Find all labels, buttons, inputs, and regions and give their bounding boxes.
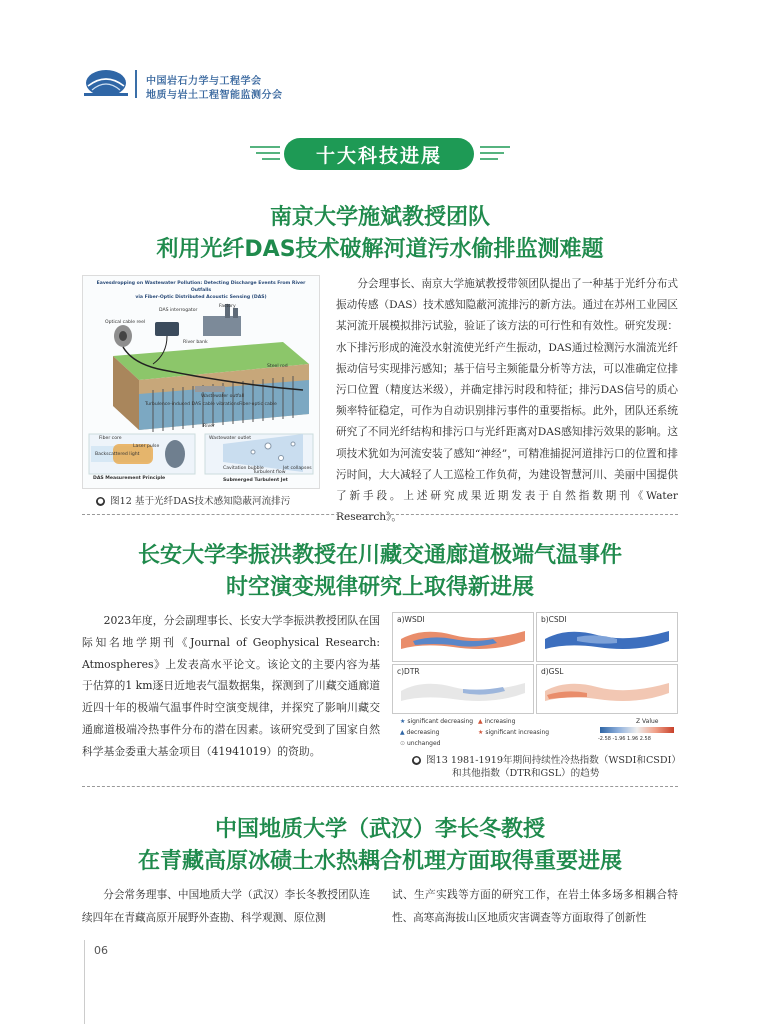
legend-increasing: ▲ increasing xyxy=(478,718,516,725)
figure-12-title: Eavesdropping on Wastewater Pollution: Detecting Discharge Events From River Outfalls via Fiber-Optic Distributed Acoustic Sensing (DAS) xyxy=(96,281,306,300)
figure-12-caption: ● 图12 基于光纤DAS技术感知隐蔽河流排污 xyxy=(97,496,291,507)
label-jet-collapses: Jet collapses xyxy=(283,466,312,471)
label-turbulence: Turbulence-induced DAS cable vibrations xyxy=(145,402,240,407)
label-das-principle: DAS Measurement Principle xyxy=(93,476,166,481)
label-wastewater-outfall: Wastewater outfall xyxy=(201,394,245,399)
header-divider xyxy=(135,70,137,98)
legend-significant-increasing: ★ significant increasing xyxy=(478,729,550,736)
article1-paragraph: 分会理事长、南京大学施斌教授带领团队提出了一种基于光纤分布式振动传感（DAS）技术感知隐蔽河流排污的新方法。通过在苏州工业园区某河流开展模拟排污试验，验证了该方法的可行性和有效性。研究发现：水下排污形成的淹没水射流使光纤产生振动，DAS通过检测污水湍流光纤振动信号实现排污感知；基于信号主频能量分析等方法，可以准确定位排污口位置（精度达米级），并确定排污时段和特征；排污DAS信号的质心频率特征稳定，可作为自动识别排污事件的重要指标。此外，团队还系统研究了不同光纤结构和排污口与光纤距离对DAS感知排污效果的影响。这项技术犹如为河流安装了感知“神经”，可精准捕捉河道排污口的位置和排污时间，大大减轻了人工巡检工作负荷，为建设智慧河川、美丽中国提供了新手段。上述研究成果近期发表于自然指数期刊《Water Research》。 xyxy=(336,278,678,524)
panel-wsdi: a)WSDI xyxy=(392,612,534,662)
label-backscattered-light: Backscattered light xyxy=(95,452,140,457)
label-turbulent-flow: Turbulent flow xyxy=(253,470,286,475)
label-factory: Factory xyxy=(219,304,236,309)
panel-dtr: c)DTR xyxy=(392,664,534,714)
article3-title-line2: 在青藏高原冰碛土水热耦合机理方面取得重要进展 xyxy=(137,849,622,874)
label-fiber-optic-cable: Fiber-optic cable xyxy=(239,402,277,407)
figure-13-caption-line1: ● 图13 1981-1919年期间持续性冷热指数（WSDI和CSDI） xyxy=(413,755,681,766)
label-river-bank: River bank xyxy=(183,340,208,345)
society-logo xyxy=(82,66,130,100)
divider-1 xyxy=(82,514,678,515)
legend-colorbar xyxy=(600,727,674,733)
legend-z-value-title: Z Value xyxy=(636,718,659,725)
article1-title-line2: 利用光纤DAS技术破解河道污水偷排监测难题 xyxy=(156,237,604,262)
article3-paragraph-left: 分会常务理事、中国地质大学（武汉）李长冬教授团队连续四年在青藏高原开展野外查勘、科学观测、原位测 xyxy=(82,889,370,924)
label-laser-pulse: Laser pulse xyxy=(133,444,160,449)
label-steel-rod: Steel rod xyxy=(267,364,288,369)
legend-z-ticks: -2.58 -1.96 1.96 2.58 xyxy=(598,736,651,742)
figure-13-caption-line2: 和其他指数（DTR和GSL）的趋势 xyxy=(452,768,600,779)
label-fiber-core: Fiber core xyxy=(99,436,122,441)
label-river: River xyxy=(203,424,215,429)
divider-2 xyxy=(82,786,678,787)
label-turbulent-jet: Submerged Turbulent Jet xyxy=(223,478,288,483)
legend-decreasing: ▲ decreasing xyxy=(400,729,440,736)
article3-paragraph-right: 试、生产实践等方面的研究工作，在岩土体多场多相耦合特性、高寒高海拔山区地质灾害调查等方面取得了创新性 xyxy=(392,889,678,924)
figure-13 xyxy=(392,612,676,712)
article2-title-line2: 时空演变规律研究上取得新进展 xyxy=(225,575,534,600)
page-number: 06 xyxy=(94,944,108,957)
label-cavitation-bubble: Cavitation bubble xyxy=(223,466,264,471)
panel-gsl: d)GSL xyxy=(536,664,678,714)
article2-title-line1: 长安大学李振洪教授在川藏交通廊道极端气温事件 xyxy=(137,543,622,568)
header-org-line1: 中国岩石力学与工程学会 xyxy=(146,76,262,87)
label-das-interrogator: DAS interrogator xyxy=(159,308,198,313)
page-margin-line xyxy=(84,940,85,1024)
section-banner: 十大科技进展 xyxy=(284,138,474,170)
article3-title-line1: 中国地质大学（武汉）李长冬教授 xyxy=(214,817,545,842)
banner-decoration-left xyxy=(250,142,280,164)
caption-bullet-icon: ● xyxy=(413,756,420,764)
panel-csdi: b)CSDI xyxy=(536,612,678,662)
banner-decoration-right xyxy=(480,142,510,164)
label-wastewater-outlet: Wastewater outlet xyxy=(209,436,252,441)
legend-unchanged: ⊙ unchanged xyxy=(400,740,441,747)
header-org-line2: 地质与岩土工程智能监测分会 xyxy=(146,90,283,101)
label-optical-cable-reel: Optical cable reel xyxy=(105,320,146,325)
legend-significant-decreasing: ★ significant decreasing xyxy=(400,718,474,725)
article1-title-line1: 南京大学施斌教授团队 xyxy=(269,205,490,230)
caption-bullet-icon: ● xyxy=(97,497,104,505)
figure-12 xyxy=(82,275,320,489)
article2-paragraph: 2023年度，分会副理事长、长安大学李振洪教授团队在国际知名地学期刊《Journal of Geophysical Research: Atmospheres》上发表高水平论文。该论文的主要内容为基于估算的1 km逐日近地表气温数据集，探测到了川藏交通廊道近四十年的极端气温事件时空演变规律，并探究了影响川藏交通廊道极端冷热事件分布的潜在因素。该研究受到了国家自然科学基金委重大基金项目（41941019）的资助。 xyxy=(82,614,380,758)
